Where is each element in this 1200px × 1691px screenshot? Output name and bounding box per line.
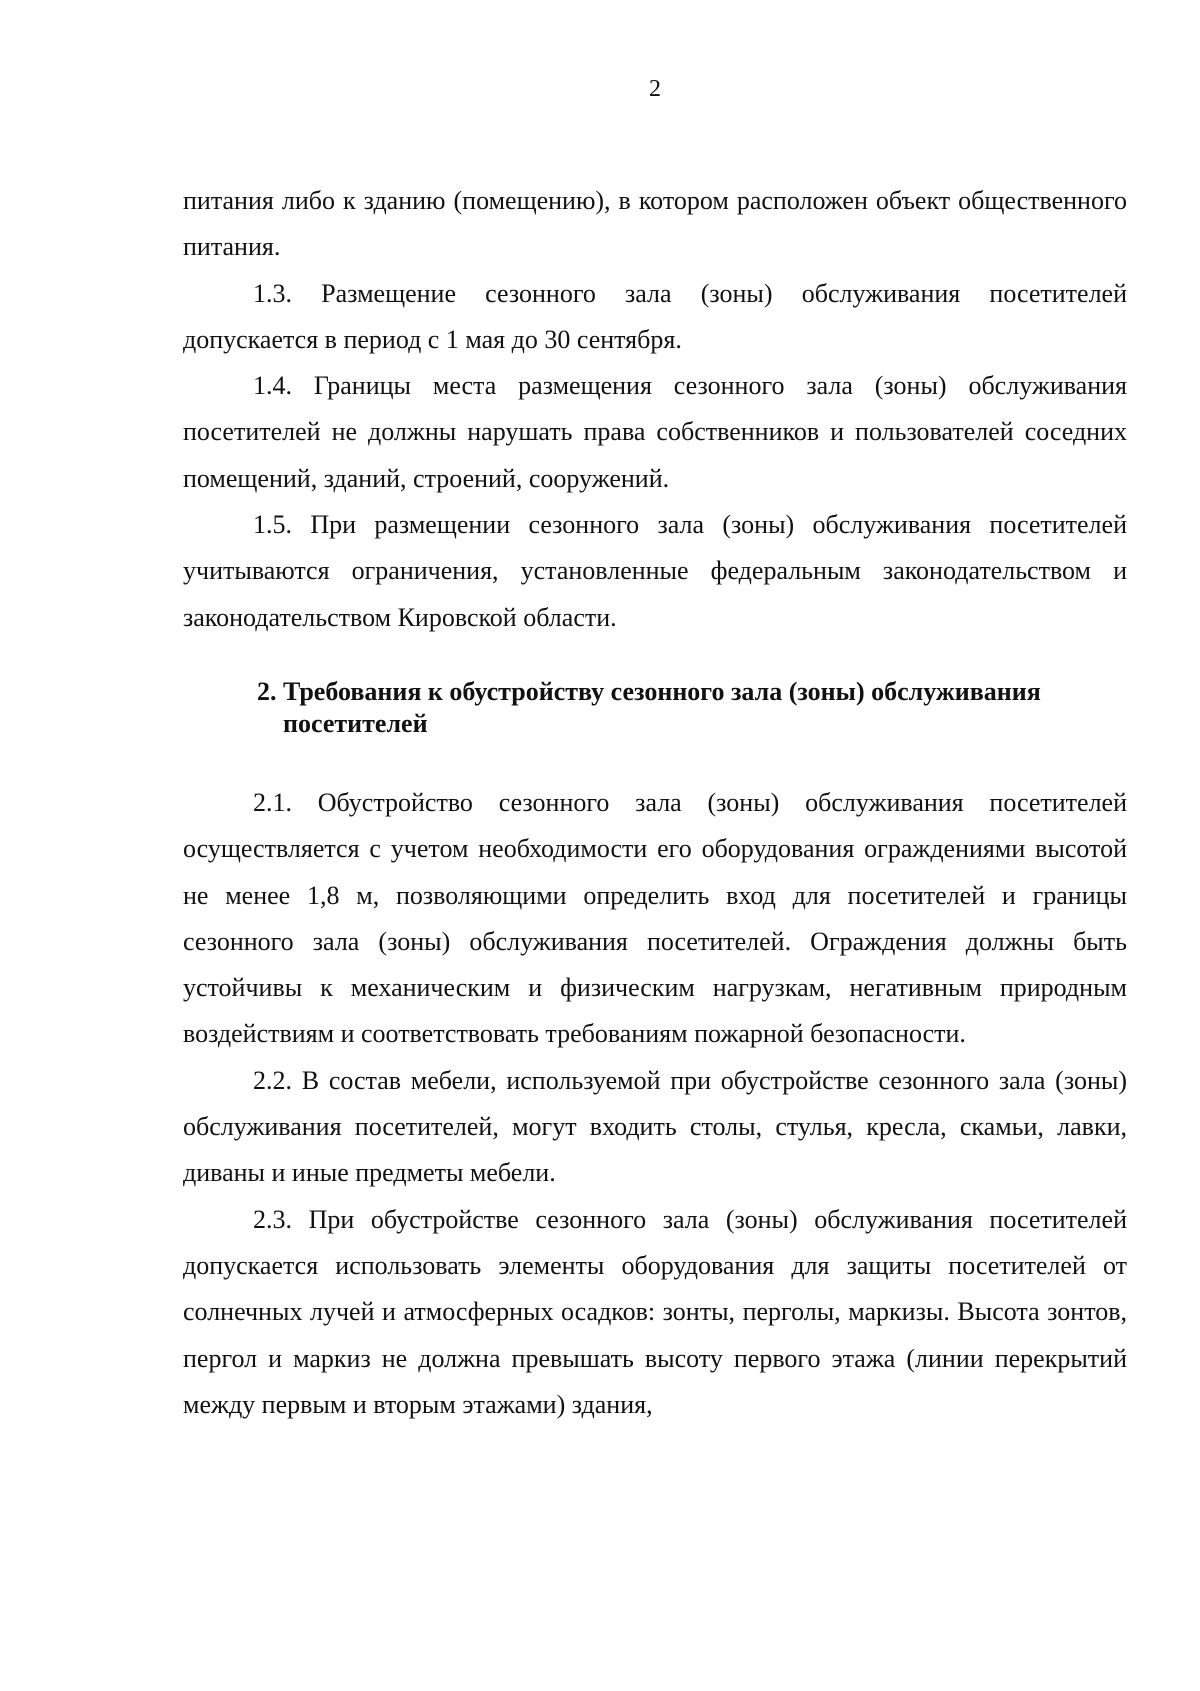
paragraph-2-1: 2.1. Обустройство сезонного зала (зоны) обслуживания посетителей осуществляется с учетом необходимости его оборудования ограждениями высотой не менее 1,8 м, позволяющими определить вход для посетителей и границы сезонного зала (зоны) обслуживания посетителей. Ограждения должны быть устойчивы к механическим и физическим нагрузкам, негативным природным воздействиям и соответствовать требованиям пожарной безопасности.	[183, 787, 1127, 1049]
paragraph-2-2: 2.2. В состав мебели, используемой при обустройстве сезонного зала (зоны) обслуживания посетителей, могут входить столы, стулья, кресла, скамьи, лавки, диваны и иные предметы мебели.	[183, 1065, 1127, 1188]
document-body	[183, 178, 1127, 1428]
paragraph-continuation: питания либо к зданию (помещению), в котором расположен объект общественного питания.	[183, 186, 1127, 262]
section-heading-line1: 2. Требования к обустройству сезонного зала (зоны) обслуживания	[257, 676, 1041, 706]
paragraph-1-4: 1.4. Границы места размещения сезонного зала (зоны) обслуживания посетителей не должны нарушать права собственников и пользователей соседних помещений, зданий, строений, сооружений.	[183, 371, 1127, 493]
paragraph-1-3: 1.3. Размещение сезонного зала (зоны) обслуживания посетителей допускается в период с 1 мая до 30 сентября.	[183, 278, 1127, 354]
paragraph-1-5: 1.5. При размещении сезонного зала (зоны) обслуживания посетителей учитываются ограничения, установленные федеральным законодательством и законодательством Кировской области.	[183, 510, 1127, 632]
section-heading-line2: посетителей	[283, 708, 428, 738]
paragraph-2-3: 2.3. При обустройстве сезонного зала (зоны) обслуживания посетителей допускается использовать элементы оборудования для защиты посетителей от солнечных лучей и атмосферных осадков: зонты, перголы, маркизы. Высота зонтов, пергол и маркиз не должна превышать высоту первого этажа (линии перекрытий между первым и вторым этажами) здания,	[183, 1204, 1127, 1419]
section-heading	[183, 676, 1127, 740]
page-number: 2	[649, 76, 661, 102]
